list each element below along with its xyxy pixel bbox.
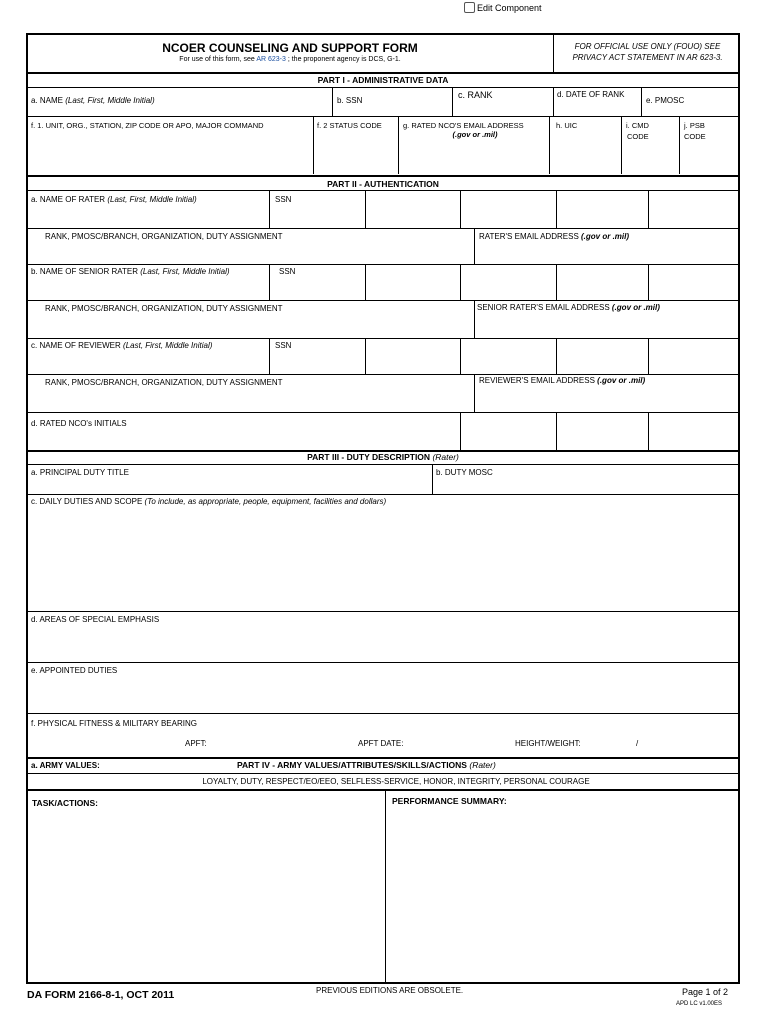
obsolete-notice: PREVIOUS EDITIONS ARE OBSOLETE. (316, 986, 464, 995)
cmd-code-label-2: CODE (627, 132, 649, 141)
rater-name-label: a. NAME OF RATER (Last, First, Middle Initial) (31, 195, 197, 204)
ar-623-3-link[interactable]: AR 623-3 (256, 56, 286, 63)
special-emphasis-label: d. AREAS OF SPECIAL EMPHASIS (31, 615, 160, 624)
part2-heading: PART II - AUTHENTICATION (327, 179, 439, 189)
part4-divider (385, 790, 386, 983)
reviewer-email-label: REVIEWER'S EMAIL ADDRESS (.gov or .mil) (479, 376, 646, 385)
height-weight-label: HEIGHT/WEIGHT: (515, 739, 581, 748)
version-label: APD LC v1.00ES (676, 1001, 723, 1007)
rank-label: c. RANK (458, 90, 493, 100)
principal-duty-input[interactable] (28, 478, 430, 492)
form-id: DA FORM 2166-8-1, OCT 2011 (27, 989, 175, 1001)
daily-duties-input[interactable] (28, 508, 738, 610)
reviewer-ssn-label: SSN (275, 341, 292, 350)
principal-duty-label: a. PRINCIPAL DUTY TITLE (31, 468, 129, 477)
rated-email-label: g. RATED NCO'S EMAIL ADDRESS (403, 121, 524, 130)
height-weight-slash: / (636, 739, 639, 748)
daily-duties-label: c. DAILY DUTIES AND SCOPE (To include, as appropriate, people, equipment, facilities and dollars) (31, 497, 387, 506)
unit-input[interactable] (28, 132, 312, 172)
part4-top-rule (26, 757, 740, 759)
rater-ssn-label: SSN (275, 195, 292, 204)
page-number: Page 1 of 2 (682, 987, 729, 997)
task-actions-label: TASK/ACTIONS: (32, 798, 98, 808)
uic-label: h. UIC (556, 121, 578, 130)
edit-component-label: Edit Component (477, 2, 542, 13)
part3-heading: PART III - DUTY DESCRIPTION (Rater) (307, 452, 459, 462)
appointed-duties-label: e. APPOINTED DUTIES (31, 666, 118, 675)
special-emphasis-input[interactable] (28, 626, 738, 660)
cmd-code-label: i. CMD (626, 121, 649, 130)
rated-email-hint: (.gov or .mil) (452, 130, 498, 139)
unit-label: f. 1. UNIT, ORG., STATION, ZIP CODE OR APO, MAJOR COMMAND (31, 121, 264, 130)
date-of-rank-input[interactable] (555, 102, 639, 114)
header-divider (553, 34, 554, 72)
part1-top-rule (26, 72, 740, 74)
task-actions-input[interactable] (28, 812, 383, 982)
form-subtitle: For use of this form, see AR 623-3 ; the proponent agency is DCS, G-1. (179, 56, 401, 63)
rater-email-label: RATER'S EMAIL ADDRESS (.gov or .mil) (479, 232, 630, 241)
form-title: NCOER COUNSELING AND SUPPORT FORM (162, 41, 418, 55)
rated-ssn-input[interactable] (334, 106, 450, 116)
rated-rank-input[interactable] (454, 102, 552, 114)
rated-nco-initials-label: d. RATED NCO's INITIALS (31, 419, 127, 428)
date-of-rank-label: d. DATE OF RANK (557, 90, 625, 99)
fouo-notice-1: FOR OFFICIAL USE ONLY (FOUO) SEE (574, 42, 721, 51)
duty-mosc-label: b. DUTY MOSC (436, 468, 493, 477)
part4-heading: PART IV - ARMY VALUES/ATTRIBUTES/SKILLS/ACTIONS (Rater) (237, 760, 496, 770)
part1-heading: PART I - ADMINISTRATIVE DATA (317, 75, 449, 85)
senior-rater-name-label: b. NAME OF SENIOR RATER (Last, First, Middle Initial) (31, 267, 230, 276)
performance-summary-input[interactable] (388, 810, 738, 982)
senior-rater-rank-label: RANK, PMOSC/BRANCH, ORGANIZATION, DUTY ASSIGNMENT (45, 304, 283, 313)
name-label: a. NAME (Last, First, Middle Initial) (31, 96, 155, 105)
appointed-duties-input[interactable] (28, 677, 738, 711)
rater-rank-label: RANK, PMOSC/BRANCH, ORGANIZATION, DUTY ASSIGNMENT (45, 232, 283, 241)
rated-name-input[interactable] (28, 106, 330, 116)
reviewer-name-label: c. NAME OF REVIEWER (Last, First, Middle Initial) (31, 341, 213, 350)
senior-rater-email-label: SENIOR RATER'S EMAIL ADDRESS (.gov or .mil) (477, 303, 660, 312)
apft-label: APFT: (185, 739, 207, 748)
edit-component-toggle[interactable] (464, 2, 542, 13)
physical-fitness-label: f. PHYSICAL FITNESS & MILITARY BEARING (31, 719, 197, 728)
status-code-label: f. 2 STATUS CODE (317, 121, 382, 130)
psb-code-label-2: CODE (684, 132, 706, 141)
fouo-notice-2: PRIVACY ACT STATEMENT IN AR 623-3. (572, 53, 723, 62)
performance-summary-label: PERFORMANCE SUMMARY: (392, 796, 507, 806)
reviewer-rank-label: RANK, PMOSC/BRANCH, ORGANIZATION, DUTY ASSIGNMENT (45, 378, 283, 387)
ssn-label: b. SSN (337, 96, 363, 105)
army-values-list: LOYALTY, DUTY, RESPECT/EO/EEO, SELFLESS-SERVICE, HONOR, INTEGRITY, PERSONAL COURAGE (202, 777, 590, 786)
senior-rater-ssn-label: SSN (279, 267, 296, 276)
edit-component-checkbox[interactable] (464, 2, 475, 13)
apft-date-label: APFT DATE: (358, 739, 404, 748)
pmosc-label: e. PMOSC (646, 96, 685, 105)
army-values-label: a. ARMY VALUES: (31, 761, 100, 770)
duty-mosc-input[interactable] (434, 478, 738, 492)
part2-top-rule (26, 175, 740, 177)
psb-code-label: j. PSB (684, 121, 705, 130)
